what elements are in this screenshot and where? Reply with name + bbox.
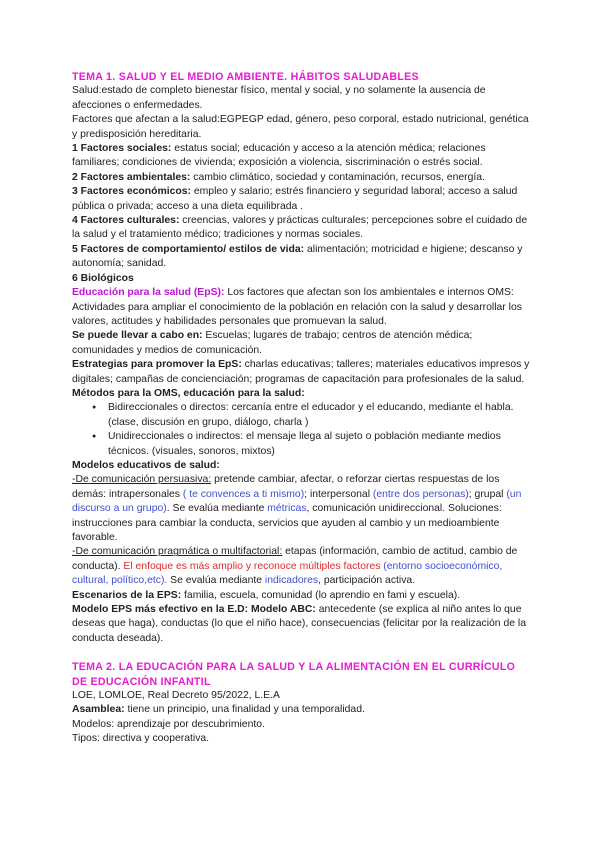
document-page <box>72 70 530 747</box>
eps-definition: Educación para la salud (EpS): Los factores que afectan son los ambientales e internos OMS: Actividades para ampliar el conocimiento de la población en relación con la salud y desarrollar los valores, actitudes y habilidades personales que promuevan la salud. <box>72 287 522 327</box>
modelo-persuasiva: -De comunicación persuasiva: pretende cambiar, afectar, o reforzar ciertas respuestas de los demás: intrapersonales ( te convences a ti mismo); interpersonal (entre dos personas); grupal (un discurso a un grupo). Se evalúa mediante métricas, comunicación unidireccional. Soluciones: instrucciones para cambiar la conducta, servicios que ayuden al cambio y un medioambiente favorable. <box>72 474 522 543</box>
section-gap <box>72 646 530 660</box>
leyes: LOE, LOMLOE, Real Decreto 95/2022, L.E.A <box>72 690 280 702</box>
salud-definition: Salud:estado de completo bienestar físico, mental y social, y no solamente la ausencia de afecciones o enfermedades. <box>72 85 486 111</box>
factor-culturales: 4 Factores culturales: creencias, valores y prácticas culturales; percepciones sobre el cuidado de la salud y el tratamiento médico; tradiciones y normas sociales. <box>72 215 528 241</box>
eps-estrategias: Estrategias para promover la EpS: charlas educativas; talleres; materiales educativos impresos y digitales; campañas de concienciación; programas de capacitación para profesionales de la salud. <box>72 359 530 385</box>
modelos: Modelos: aprendizaje por descubrimiento. <box>72 718 265 730</box>
modelo-abc: Modelo EPS más efectivo en la E.D: Modelo ABC: antecedente (se explica al niño antes lo que deseas que haga), conductas (lo que el niño hace), consecuencias (felicitar por la realización de la conducta deseada). <box>72 604 526 644</box>
asamblea: Asamblea: tiene un principio, una finalidad y una temporalidad. <box>72 704 365 716</box>
eps-escenarios: Escenarios de la EPS: familia, escuela, comunidad (lo aprendio en fami y escuela). <box>72 589 461 601</box>
modelo-pragmatica: -De comunicación pragmática o multifactorial: etapas (información, cambio de actitud, cambio de conducta). El enfoque es más amplio y reconoce múltiples factores (entorno socioeconómico, cultural, político,etc). Se evalúa mediante indicadores, participación activa. <box>72 546 518 587</box>
factor-economicos: 3 Factores económicos: empleo y salario; estrés financiero y seguridad laboral; acceso a salud pública o privada; acceso a una dieta equilibrada . <box>72 186 518 212</box>
eps-lugares: Se puede llevar a cabo en: Escuelas; lugares de trabajo; centros de atención médica; comunidades y medios de comunicación. <box>72 330 473 356</box>
factor-sociales: 1 Factores sociales: estatus social; educación y acceso a la atención médica; relaciones familiares; condiciones de vivienda; exposición a violencia, siscriminación o estrés social. <box>72 143 486 169</box>
tema1-title: TEMA 1. SALUD Y EL MEDIO AMBIENTE. HÁBITOS SALUDABLES <box>72 71 419 83</box>
factor-ambientales: 2 Factores ambientales: cambio climático, sociedad y contaminación, recursos, energía. <box>72 171 485 183</box>
factor-comportamiento: 5 Factores de comportamiento/ estilos de vida: alimentación; motricidad e higiene; descanso y autonomía; sanidad. <box>72 243 523 270</box>
metodos-list <box>72 401 530 459</box>
list-item: ● Bidireccionales o directos: cercanía entre el educador y el educando, mediante el habla. (clase, discusión en grupo, diálogo, charla ) <box>108 401 530 430</box>
factor-biologicos: 6 Biológicos <box>72 272 134 284</box>
list-item: ● Unidireccionales o indirectos: el mensaje llega al sujeto o población mediante medios técnicos. (visuales, sonoros, mixtos) <box>108 430 530 459</box>
metodos-heading: Métodos para la OMS, educación para la salud: <box>72 387 305 399</box>
tipos: Tipos: directiva y cooperativa. <box>72 733 210 745</box>
tema2-title: TEMA 2. LA EDUCACIÓN PARA LA SALUD Y LA ALIMENTACIÓN EN EL CURRÍCULO DE EDUCACIÓN INFANTIL <box>72 661 516 688</box>
factores-intro: Factores que afectan a la salud:EGPEGP edad, género, peso corporal, estado nutricional, genética y predisposición hereditaria. <box>72 114 529 140</box>
modelos-heading: Modelos educativos de salud: <box>72 459 220 471</box>
